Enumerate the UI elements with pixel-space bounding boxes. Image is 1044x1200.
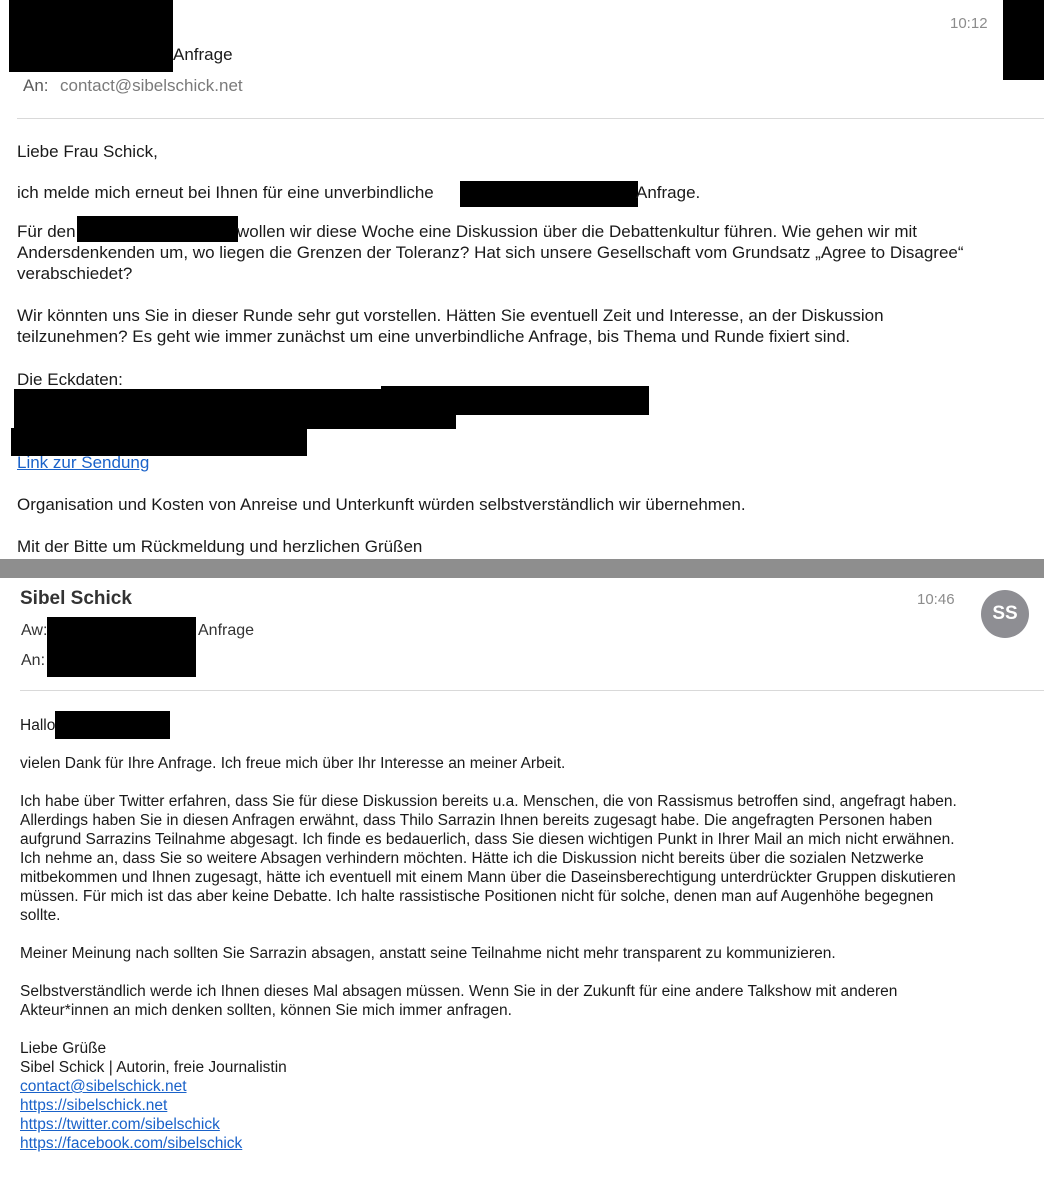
email-2-p2-line: sollte. — [20, 907, 61, 924]
email-2-p3: Meiner Meinung nach sollten Sie Sarrazin absagen, anstatt seine Teilnahme nicht mehr transparent zu kommunizieren. — [20, 945, 836, 962]
email-2-to-label: An: — [21, 652, 46, 669]
redacted-corner — [1003, 0, 1044, 80]
screenshot-divider — [0, 559, 1044, 578]
redacted-reply-subject — [47, 617, 196, 644]
redacted-details-1 — [14, 389, 382, 411]
email-1-p3-line2: teilzunehmen? Es geht wie immer zunächst um eine unverbindliche Anfrage, bis Thema und Runde fixiert sind. — [17, 327, 851, 346]
email-2-signature: Sibel Schick | Autorin, freie Journalistin — [20, 1059, 287, 1076]
email-1-p2-line3: verabschiedet? — [17, 264, 133, 283]
email-2-p2-line: Ich nehme an, dass Sie so weitere Absagen verhindern möchten. Hätte ich die Diskussion nicht bereits über die sozialen Netzwerke — [20, 850, 924, 867]
email-2-sender: Sibel Schick — [20, 588, 132, 609]
email-2-p1: vielen Dank für Ihre Anfrage. Ich freue mich über Ihr Interesse an meiner Arbeit. — [20, 755, 566, 772]
email-2-greeting: Hallo — [20, 717, 56, 734]
email-1-p1-end: Anfrage. — [636, 183, 701, 202]
email-1-to-address[interactable]: contact@sibelschick.net — [60, 76, 243, 95]
signature-link-facebook[interactable]: https://facebook.com/sibelschick — [20, 1135, 243, 1152]
email-1-p2-line1: wollen wir diese Woche eine Diskussion über die Debattenkultur führen. Wie gehen wir mit — [237, 222, 918, 241]
email-2-aw-label: Aw: — [21, 622, 48, 639]
email-1-p5: Mit der Bitte um Rückmeldung und herzlichen Grüßen — [17, 537, 423, 556]
redacted-recipient — [47, 644, 196, 677]
email-2-time: 10:46 — [917, 591, 955, 608]
signature-link-website[interactable]: https://sibelschick.net — [20, 1097, 168, 1114]
email-1-header-separator — [17, 118, 1044, 119]
signature-link-twitter[interactable]: https://twitter.com/sibelschick — [20, 1116, 220, 1133]
signature-link-email[interactable]: contact@sibelschick.net — [20, 1078, 187, 1095]
email-2-p2-line: müssen. Für mich ist das aber keine Debatte. Ich halte rassistische Positionen nicht für solche, denen man auf Augenhöhe begegnen — [20, 888, 934, 905]
redacted-details-3 — [14, 411, 456, 429]
redacted-date — [77, 216, 238, 242]
email-1-time: 10:12 — [950, 15, 988, 32]
email-2-header-separator — [20, 690, 1044, 691]
email-2-p2-line: Allerdings haben Sie in diesen Anfragen erwähnt, dass Thilo Sarrazin Ihnen bereits zugesagt habe. Die angefragten Personen haben — [20, 812, 933, 829]
email-1-p2-line2: Andersdenkenden um, wo liegen die Grenzen der Toleranz? Hat sich unsere Gesellschaft vom Grundsatz „Agree to Disagree“ — [17, 243, 964, 262]
email-2-p2-line: Ich habe über Twitter erfahren, dass Sie für diese Diskussion bereits u.a. Menschen, die von Rassismus betroffen sind, angefragt haben. — [20, 793, 957, 810]
email-2-p2-line: aufgrund Sarrazins Teilnahme abgesagt. Ich finde es bedauerlich, dass Sie diesen wichtigen Punkt in Ihrer Mail an mich nicht erwähnen. — [20, 831, 955, 848]
email-2-p4-line: Akteur*innen an mich denken sollten, können Sie mich immer anfragen. — [20, 1002, 512, 1019]
link-zur-sendung[interactable]: Link zur Sendung — [17, 453, 150, 472]
email-1-subject: Anfrage — [173, 45, 233, 64]
redacted-greeting-name — [55, 711, 170, 739]
sender-avatar[interactable]: SS — [981, 590, 1029, 638]
email-2-p2-line: mitbekommen und Ihnen zugesagt, hätte ich eventuell mit einem Mann über die Daseinsberechtigung unterdrückter Gruppen diskutieren — [20, 869, 956, 886]
email-2-closing: Liebe Grüße — [20, 1040, 107, 1057]
email-1-p1-start: ich melde mich erneut bei Ihnen für eine unverbindliche — [17, 183, 434, 202]
redacted-show-name — [460, 181, 638, 207]
email-1-p4: Organisation und Kosten von Anreise und Unterkunft würden selbstverständlich wir übernehmen. — [17, 495, 746, 514]
email-1-p2-start: Für den — [17, 222, 76, 241]
email-2-subject: Anfrage — [198, 622, 255, 639]
email-1-eckdaten: Die Eckdaten: — [17, 370, 123, 389]
email-1-p3-line1: Wir könnten uns Sie in dieser Runde sehr gut vorstellen. Hätten Sie eventuell Zeit und Interesse, an der Diskussion — [17, 306, 884, 325]
email-1-greeting: Liebe Frau Schick, — [17, 142, 158, 161]
email-2-p4-line: Selbstverständlich werde ich Ihnen dieses Mal absagen müssen. Wenn Sie in der Zukunft für eine andere Talkshow mit anderen — [20, 983, 898, 1000]
email-1-to-label: An: — [23, 76, 49, 95]
redacted-sender — [9, 0, 173, 72]
